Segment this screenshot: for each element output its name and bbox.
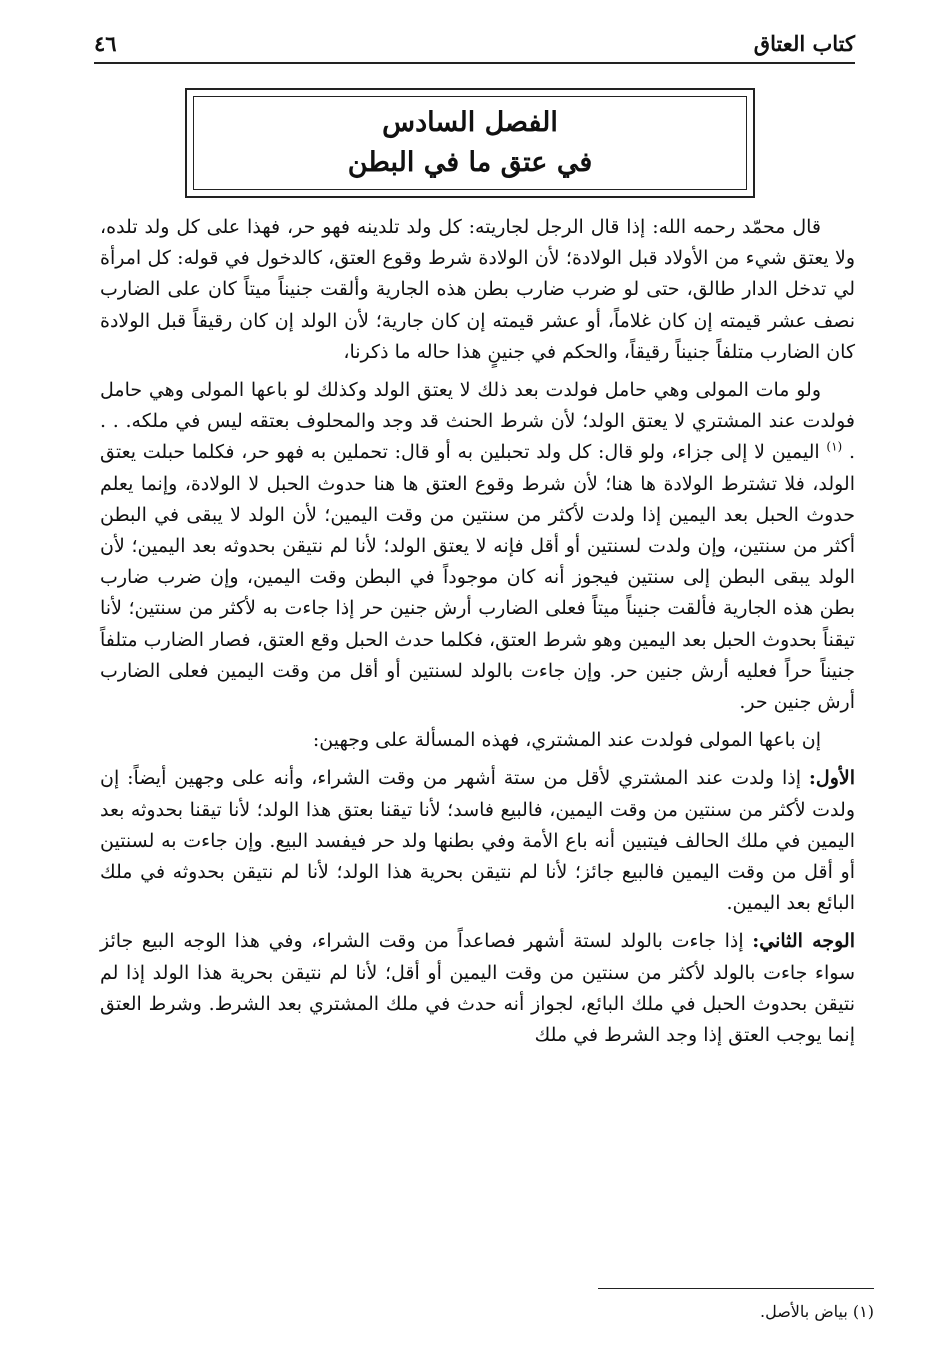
footnote-reference: (١) (826, 440, 843, 455)
paragraph-3 (100, 725, 855, 756)
page-number: ٤٦ (94, 31, 117, 56)
paragraph-5 (100, 926, 855, 1051)
chapter-title-box (185, 88, 755, 198)
paragraph-1-text: قال محمّد رحمه الله: إذا قال الرجل لجاريته: كل ولد تلدينه فهو حر، فهذا على كل ولد تلده، ولا يعتق شيء من الأولاد قبل الولادة؛ لأن الولادة شرط وقوع العتق، كالدخول في قوله: كل امرأة لي تدخل الدار طالق، حتى لو ضرب ضارب بطن هذه الجارية وألقت جنيناً ميتاً كان على الضارب نصف عشر قيمته إن كان غلاماً، أو عشر قيمته إن كان جارية؛ لأن الولد إن كان رقيقاً قبل الولادة كان الضارب متلفاً جنيناً رقيقاً، والحكم في جنينٍ هذا حاله ما ذكرنا، (100, 216, 855, 363)
paragraph-4 (100, 763, 855, 919)
paragraph-4-text: إذا ولدت عند المشتري لأقل من ستة أشهر من وقت الشراء، وأنه على وجهين أيضاً: إن ولدت لأكثر من سنتين من وقت اليمين، فالبيع فاسد؛ لأنا تيقنا بعتق هذا الولد؛ لأنا تيقنا بحدوثه بعد اليمين في ملك الحالف فيتبين أنه باع الأمة وفي بطنها ولد حر فيفسد البيع. وإن جاءت به لسنتين أو أقل من وقت اليمين فالبيع جائز؛ لأنا لم نتيقن بحرية هذا الولد؛ لأنا لم نتيقن بحدوثه في ملك البائع بعد اليمين. (100, 767, 855, 915)
header-title: كتاب العتاق (753, 31, 855, 56)
paragraph-1 (100, 212, 855, 368)
footnote (760, 1300, 874, 1324)
paragraph-2-text: ولو مات المولى وهي حامل فولدت بعد ذلك لا يعتق الولد وكذلك لو باعها المولى وهي حامل فولدت عند المشتري لا يعتق الولد؛ لأن شرط الحنث قد وجد والمحلوف بعتقه ليس في ملكه. . . . (100, 379, 855, 464)
paragraph-5-text: إذا جاءت بالولد لستة أشهر فصاعداً من وقت الشراء، وفي هذا الوجه البيع جائز سواء جاءت بالولد لأكثر من سنتين من وقت اليمين أو أقل؛ لأنا لم نتيقن بحرية هذا الولد إذا لم نتيقن بحدوث الحبل في ملك البائع، لجواز أنه حدث في ملك المشتري بعد الشرط. وشرط العتق إنما يوجب العتق إذا وجد الشرط في ملك (100, 930, 855, 1047)
footnote-text: بياض بالأصل. (759, 1302, 848, 1321)
chapter-title-line1: الفصل السادس (382, 107, 558, 138)
paragraph-2 (100, 375, 855, 718)
lead-word-first: الأول: (808, 767, 856, 790)
paragraph-3-text: إن باعها المولى فولدت عند المشتري، فهذه المسألة على وجهين: (312, 729, 821, 752)
chapter-title-inner-frame (193, 96, 747, 190)
running-header (94, 28, 855, 64)
footnote-divider (598, 1288, 874, 1289)
lead-word-second: الوجه الثاني: (752, 930, 855, 953)
footnote-number: (١) (852, 1302, 874, 1321)
chapter-title-line2: في عتق ما في البطن (347, 147, 593, 178)
body-text (100, 212, 855, 1058)
paragraph-2-text-continued: اليمين لا إلى جزاء، ولو قال: كل ولد تحبلين به أو قال: تحملين به فهو حر، فكلما حبلت يعتق الولد، فلا تشترط الولادة ها هنا؛ لأن شرط وقوع العتق ها هنا حدوث الحبل لا الولادة، وإنما يعلم حدوث الحبل بعد اليمين إذا ولدت لأكثر من سنتين من وقت اليمين؛ لأن الولد لا يبقى في البطن أكثر من سنتين، وإن ولدت لسنتين أو أقل فإنه لا يعتق الولد؛ لأنا لم نتيقن بحدوثه بعد اليمين؛ لأن الولد يبقى البطن إلى سنتين فيجوز أنه كان موجوداً في البطن وقت اليمين، وإن ضرب ضارب بطن هذه الجارية فألقت جنيناً ميتاً فعلى الضارب أرش جنين حر إذا جاءت به لأكثر من سنتين؛ لأنا تيقناً بحدوث الحبل بعد اليمين وهو شرط العتق، فكلما حدث الحبل وقع العتق، فصار الضارب متلفاً جنيناً حراً فعليه أرش جنين حر. وإن جاءت بالولد لسنتين أو أقل من وقت اليمين فعلى الضارب أرش جنين حر. (100, 441, 855, 714)
